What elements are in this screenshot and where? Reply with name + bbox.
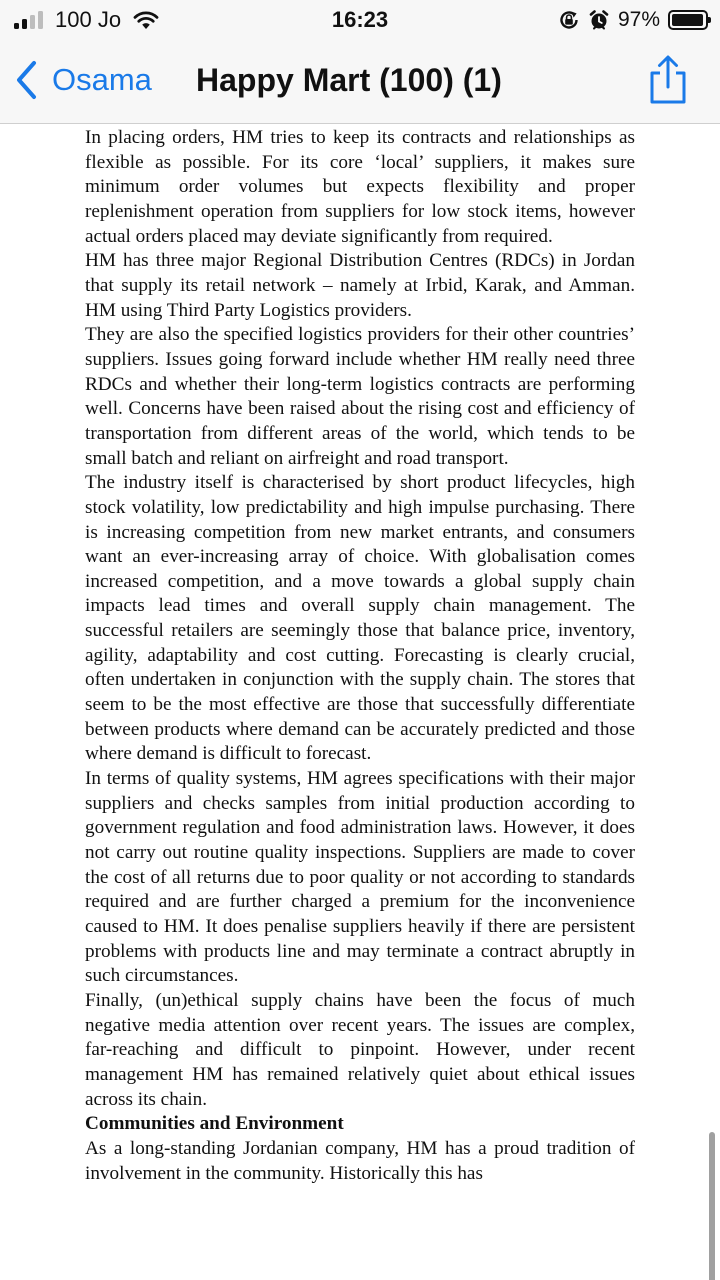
paragraph-community: As a long-standing Jordanian company, HM has a proud tradition of involvement in the community. Historically this has	[85, 1137, 635, 1184]
back-button[interactable]	[14, 58, 152, 102]
back-label: Osama	[52, 62, 152, 97]
paragraph-ethics: Finally, (un)ethical supply chains have been the focus of much negative media attention over recent years. The issues are complex, far-reaching and difficult to pinpoint. However, under recent management HM has remained relatively quiet about ethical issues across its chain.	[85, 989, 635, 1110]
paragraph-ordering: In placing orders, HM tries to keep its contracts and relationships as flexible as possible. For its core ‘local’ suppliers, it makes sure minimum order volumes but expects flexibility and proper replenishment operation from suppliers for low stock items, however actual orders placed may deviate significantly from required.	[85, 127, 635, 247]
paragraph-logistics-providers: They are also the specified logistics providers for their other countries’ suppliers. Issues going forward include whether HM really need three RDCs and whether their long-term logistics contracts are performing well. Concerns have been raised about the rising cost and efficiency of transportation from different areas of the world, which tends to be small batch and reliant on airfreight and road transport.	[85, 324, 635, 469]
paragraph-distribution-centres: HM has three major Regional Distribution Centres (RDCs) in Jordan that supply its retail network – namely at Irbid, Karak, and Amman. HM using Third Party Logistics providers.	[85, 250, 635, 321]
section-heading: Communities and Environment	[85, 1113, 344, 1135]
status-time: 16:23	[331, 7, 389, 32]
alarm-clock-icon	[588, 9, 610, 31]
paragraph-quality-systems: In terms of quality systems, HM agrees specifications with their major suppliers and checks samples from initial production according to government regulation and food administration laws. However, it does not carry out routine quality inspections. Suppliers are made to cover the cost of all returns due to poor quality or not according to standards required and are further charged a premium for the inconvenience caused to HM. It does penalise suppliers heavily if there are persistent problems with products line and may terminate a contract abruptly in such circumstances.	[85, 768, 635, 987]
share-icon[interactable]	[646, 54, 690, 106]
signal-icon	[14, 11, 43, 29]
document-content	[85, 126, 635, 1186]
scroll-indicator[interactable]	[709, 1132, 715, 1280]
status-right-group	[558, 6, 708, 34]
carrier-name: 100 Jo	[55, 7, 122, 32]
battery-percent: 97%	[617, 8, 660, 31]
navigation-bar	[0, 40, 720, 124]
page-title: Happy Mart (100) (1)	[196, 62, 502, 98]
status-left-group	[14, 6, 159, 34]
screen-lock-rotation-icon	[558, 9, 580, 31]
document-viewer[interactable]	[0, 124, 720, 1280]
wifi-icon	[133, 10, 159, 30]
status-bar	[0, 0, 720, 40]
battery-level	[672, 14, 703, 26]
chevron-left-icon	[14, 60, 38, 100]
paragraph-industry: The industry itself is characterised by short product lifecycles, high stock volatility, low predictability and high impulse purchasing. There is increasing competition from new market entrants, and consumers want an ever-increasing array of choice. With globalisation comes increased competition, and a move towards a global supply chain impacts lead times and overall supply chain management. The successful retailers are seemingly those that balance price, inventory, agility, adaptability and cost cutting. Forecasting is clearly crucial, often undertaken in conjunction with the supply chain. The stores that seem to be the most effective are those that successfully differentiate between products where demand can be accurately predicted and those where demand is difficult to forecast.	[85, 472, 635, 765]
battery-icon	[668, 10, 708, 30]
